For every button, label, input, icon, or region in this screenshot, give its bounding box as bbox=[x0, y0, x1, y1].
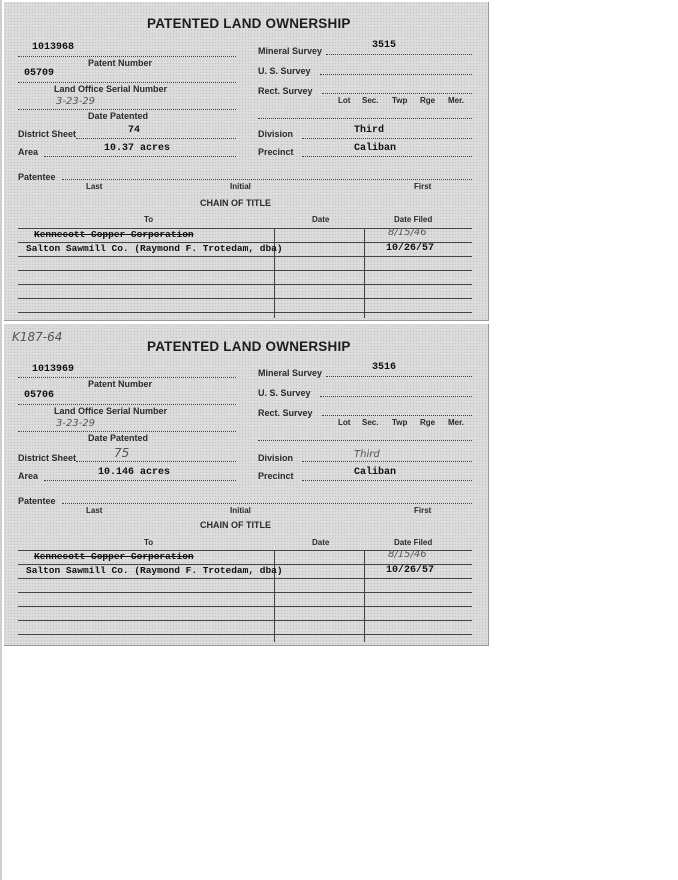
area-label: Area bbox=[18, 471, 39, 481]
chain-row-2-date-filed: 10/26/57 bbox=[386, 243, 435, 254]
rect-col-rge: Rge bbox=[420, 96, 436, 105]
rect-col-mer: Mer. bbox=[448, 96, 465, 105]
division-value: Third bbox=[354, 125, 385, 136]
chain-col-date: Date bbox=[312, 215, 330, 224]
patent-number-value: 1013968 bbox=[32, 42, 75, 53]
patent-number-label: Patent Number bbox=[88, 58, 153, 68]
district-sheet-label: District Sheet bbox=[18, 453, 77, 463]
precinct-label: Precinct bbox=[258, 471, 294, 481]
chain-row-1-date-filed: 8/15/46 bbox=[388, 227, 427, 238]
rect-survey-label: Rect. Survey bbox=[258, 86, 313, 96]
ownership-card-2 bbox=[4, 324, 489, 646]
mineral-survey-value: 3516 bbox=[372, 362, 397, 373]
patent-number-value: 1013969 bbox=[32, 364, 75, 375]
name-col-last: Last bbox=[86, 506, 103, 515]
chain-of-title-heading: CHAIN OF TITLE bbox=[200, 520, 271, 530]
chain-col-to: To bbox=[144, 538, 154, 547]
page-left-edge bbox=[0, 0, 2, 880]
mineral-survey-label: Mineral Survey bbox=[258, 46, 323, 56]
patentee-label: Patentee bbox=[18, 496, 56, 506]
chain-row-2-to: Salton Sawmill Co. (Raymond F. Trotedam, dba) bbox=[26, 565, 283, 576]
district-sheet-value: 75 bbox=[114, 446, 130, 460]
rect-col-sec: Sec. bbox=[362, 96, 379, 105]
district-sheet-value: 74 bbox=[128, 125, 141, 136]
division-label: Division bbox=[258, 129, 294, 139]
district-sheet-label: District Sheet bbox=[18, 129, 77, 139]
rect-col-sec: Sec. bbox=[362, 418, 379, 427]
rect-col-lot: Lot bbox=[338, 418, 351, 427]
area-label: Area bbox=[18, 147, 39, 157]
serial-number-value: 05709 bbox=[24, 68, 55, 79]
division-value: Third bbox=[354, 449, 380, 460]
corner-handwritten-note: K187-64 bbox=[12, 330, 63, 344]
patentee-label: Patentee bbox=[18, 172, 56, 182]
patent-number-label: Patent Number bbox=[88, 379, 153, 389]
ownership-card-1 bbox=[4, 2, 489, 321]
chain-col-to: To bbox=[144, 215, 154, 224]
chain-row-2-date-filed: 10/26/57 bbox=[386, 565, 435, 576]
rect-col-lot: Lot bbox=[338, 96, 351, 105]
precinct-value: Caliban bbox=[354, 467, 397, 478]
name-col-initial: Initial bbox=[230, 506, 251, 515]
mineral-survey-label: Mineral Survey bbox=[258, 368, 323, 378]
name-col-first: First bbox=[414, 506, 432, 515]
rect-survey-label: Rect. Survey bbox=[258, 408, 313, 418]
rect-col-mer: Mer. bbox=[448, 418, 465, 427]
us-survey-label: U. S. Survey bbox=[258, 66, 311, 76]
serial-number-value: 05706 bbox=[24, 390, 55, 401]
chain-col-date-filed: Date Filed bbox=[394, 538, 433, 547]
chain-col-date-filed: Date Filed bbox=[394, 215, 433, 224]
area-value: 10.146 acres bbox=[98, 467, 171, 478]
name-col-last: Last bbox=[86, 182, 103, 191]
chain-row-1-to: Kennecott Copper Corporation bbox=[34, 551, 194, 562]
card-title: PATENTED LAND OWNERSHIP bbox=[147, 16, 351, 31]
serial-number-label: Land Office Serial Number bbox=[54, 406, 168, 416]
division-label: Division bbox=[258, 453, 294, 463]
date-patented-value: 3-23-29 bbox=[56, 418, 96, 429]
us-survey-label: U. S. Survey bbox=[258, 388, 311, 398]
area-value: 10.37 acres bbox=[104, 143, 171, 154]
serial-number-label: Land Office Serial Number bbox=[54, 84, 168, 94]
rect-col-rge: Rge bbox=[420, 418, 436, 427]
date-patented-label: Date Patented bbox=[88, 433, 149, 443]
precinct-value: Caliban bbox=[354, 143, 397, 154]
name-col-first: First bbox=[414, 182, 432, 191]
chain-col-date: Date bbox=[312, 538, 330, 547]
card-title: PATENTED LAND OWNERSHIP bbox=[147, 339, 351, 354]
chain-row-1-date-filed: 8/15/46 bbox=[388, 549, 427, 560]
chain-row-1-to: Kennecott Copper Corporation bbox=[34, 229, 194, 240]
mineral-survey-value: 3515 bbox=[372, 40, 397, 51]
chain-row-2-to: Salton Sawmill Co. (Raymond F. Trotedam, dba) bbox=[26, 243, 283, 254]
chain-of-title-heading: CHAIN OF TITLE bbox=[200, 198, 271, 208]
date-patented-label: Date Patented bbox=[88, 111, 149, 121]
rect-col-twp: Twp bbox=[392, 96, 408, 105]
rect-col-twp: Twp bbox=[392, 418, 408, 427]
precinct-label: Precinct bbox=[258, 147, 294, 157]
date-patented-value: 3-23-29 bbox=[56, 96, 96, 107]
name-col-initial: Initial bbox=[230, 182, 251, 191]
